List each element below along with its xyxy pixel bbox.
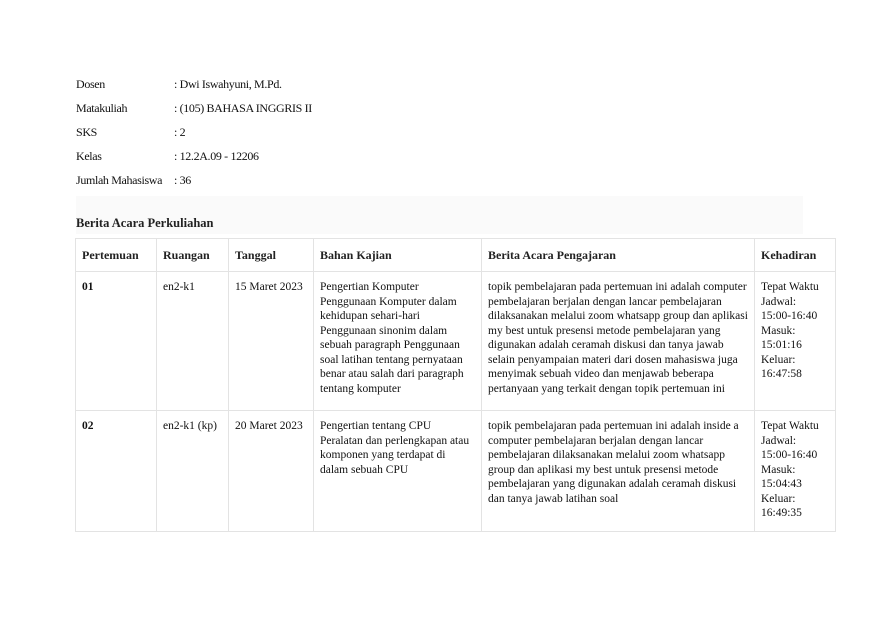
- info-row-kelas: [76, 145, 496, 169]
- cell-berita-acara: topik pembelajaran pada pertemuan ini adalah inside a computer pembelajaran berjalan dengan lancar pembelajaran dilaksanakan melalui zoom whatsapp group dan aplikasi my best untuk presensi metode pembelajaran yang digunakan adalah ceramah diskusi dan tanya jawab latihan soal: [482, 411, 755, 532]
- cell-bahan-kajian: Pengertian tentang CPU Peralatan dan perlengkapan atau komponen yang terdapat di dalam sebuah CPU: [314, 411, 482, 532]
- table-row: [76, 411, 836, 532]
- cell-pertemuan: 02: [76, 411, 157, 532]
- column-header-kehadiran: Kehadiran: [755, 239, 836, 272]
- info-value: : 12.2A.09 - 12206: [174, 149, 259, 164]
- lecture-info: [76, 72, 496, 193]
- cell-pertemuan: 01: [76, 272, 157, 411]
- cell-kehadiran: Tepat Waktu Jadwal: 15:00-16:40 Masuk: 15:04:43 Keluar: 16:49:35: [755, 411, 836, 532]
- info-label: Kelas: [76, 149, 102, 164]
- info-value: : (105) BAHASA INGGRIS II: [174, 100, 312, 115]
- info-label: Matakuliah: [76, 100, 128, 115]
- column-header-pertemuan: Pertemuan: [76, 239, 157, 272]
- info-label: SKS: [76, 124, 97, 139]
- info-row-dosen: [76, 72, 496, 96]
- cell-tanggal: 15 Maret 2023: [229, 272, 314, 411]
- info-value: : 36: [174, 173, 191, 188]
- cell-berita-acara: topik pembelajaran pada pertemuan ini adalah computer pembelajaran berjalan dengan lancar pembelajaran dilaksanakan melalui zoom whatsapp group dan aplikasi my best untuk presensi metode pembelajaran yang digunakan adalah ceramah diskusi dan tanya jawab selain penyampaian materi dari dosen mahasiswa juga menyimak sebuah video dan menjawab beberapa pertanyaan yang terkait dengan topik pertemuan ini: [482, 272, 755, 411]
- cell-kehadiran: Tepat Waktu Jadwal: 15:00-16:40 Masuk: 15:01:16 Keluar: 16:47:58: [755, 272, 836, 411]
- info-row-jumlah-mahasiswa: [76, 169, 496, 193]
- cell-tanggal: 20 Maret 2023: [229, 411, 314, 532]
- column-header-ruangan: Ruangan: [157, 239, 229, 272]
- column-header-berita-acara: Berita Acara Pengajaran: [482, 239, 755, 272]
- cell-ruangan: en2-k1 (kp): [157, 411, 229, 532]
- cell-ruangan: en2-k1: [157, 272, 229, 411]
- info-row-matakuliah: [76, 96, 496, 120]
- info-label: Jumlah Mahasiswa: [76, 173, 163, 188]
- berita-acara-table: [75, 238, 836, 532]
- table-header-row: [76, 239, 836, 272]
- info-label: Dosen: [76, 76, 105, 91]
- info-value: : Dwi Iswahyuni, M.Pd.: [174, 76, 282, 91]
- info-value: : 2: [174, 124, 186, 139]
- column-header-tanggal: Tanggal: [229, 239, 314, 272]
- info-row-sks: [76, 120, 496, 144]
- cell-bahan-kajian: Pengertian Komputer Penggunaan Komputer dalam kehidupan sehari-hari Penggunaan sinonim dalam sebuah paragraph Penggunaan soal latihan tentang pernyataan benar atau salah dari paragraph tentang komputer: [314, 272, 482, 411]
- table-row: [76, 272, 836, 411]
- column-header-bahan-kajian: Bahan Kajian: [314, 239, 482, 272]
- section-title: Berita Acara Perkuliahan: [76, 216, 214, 230]
